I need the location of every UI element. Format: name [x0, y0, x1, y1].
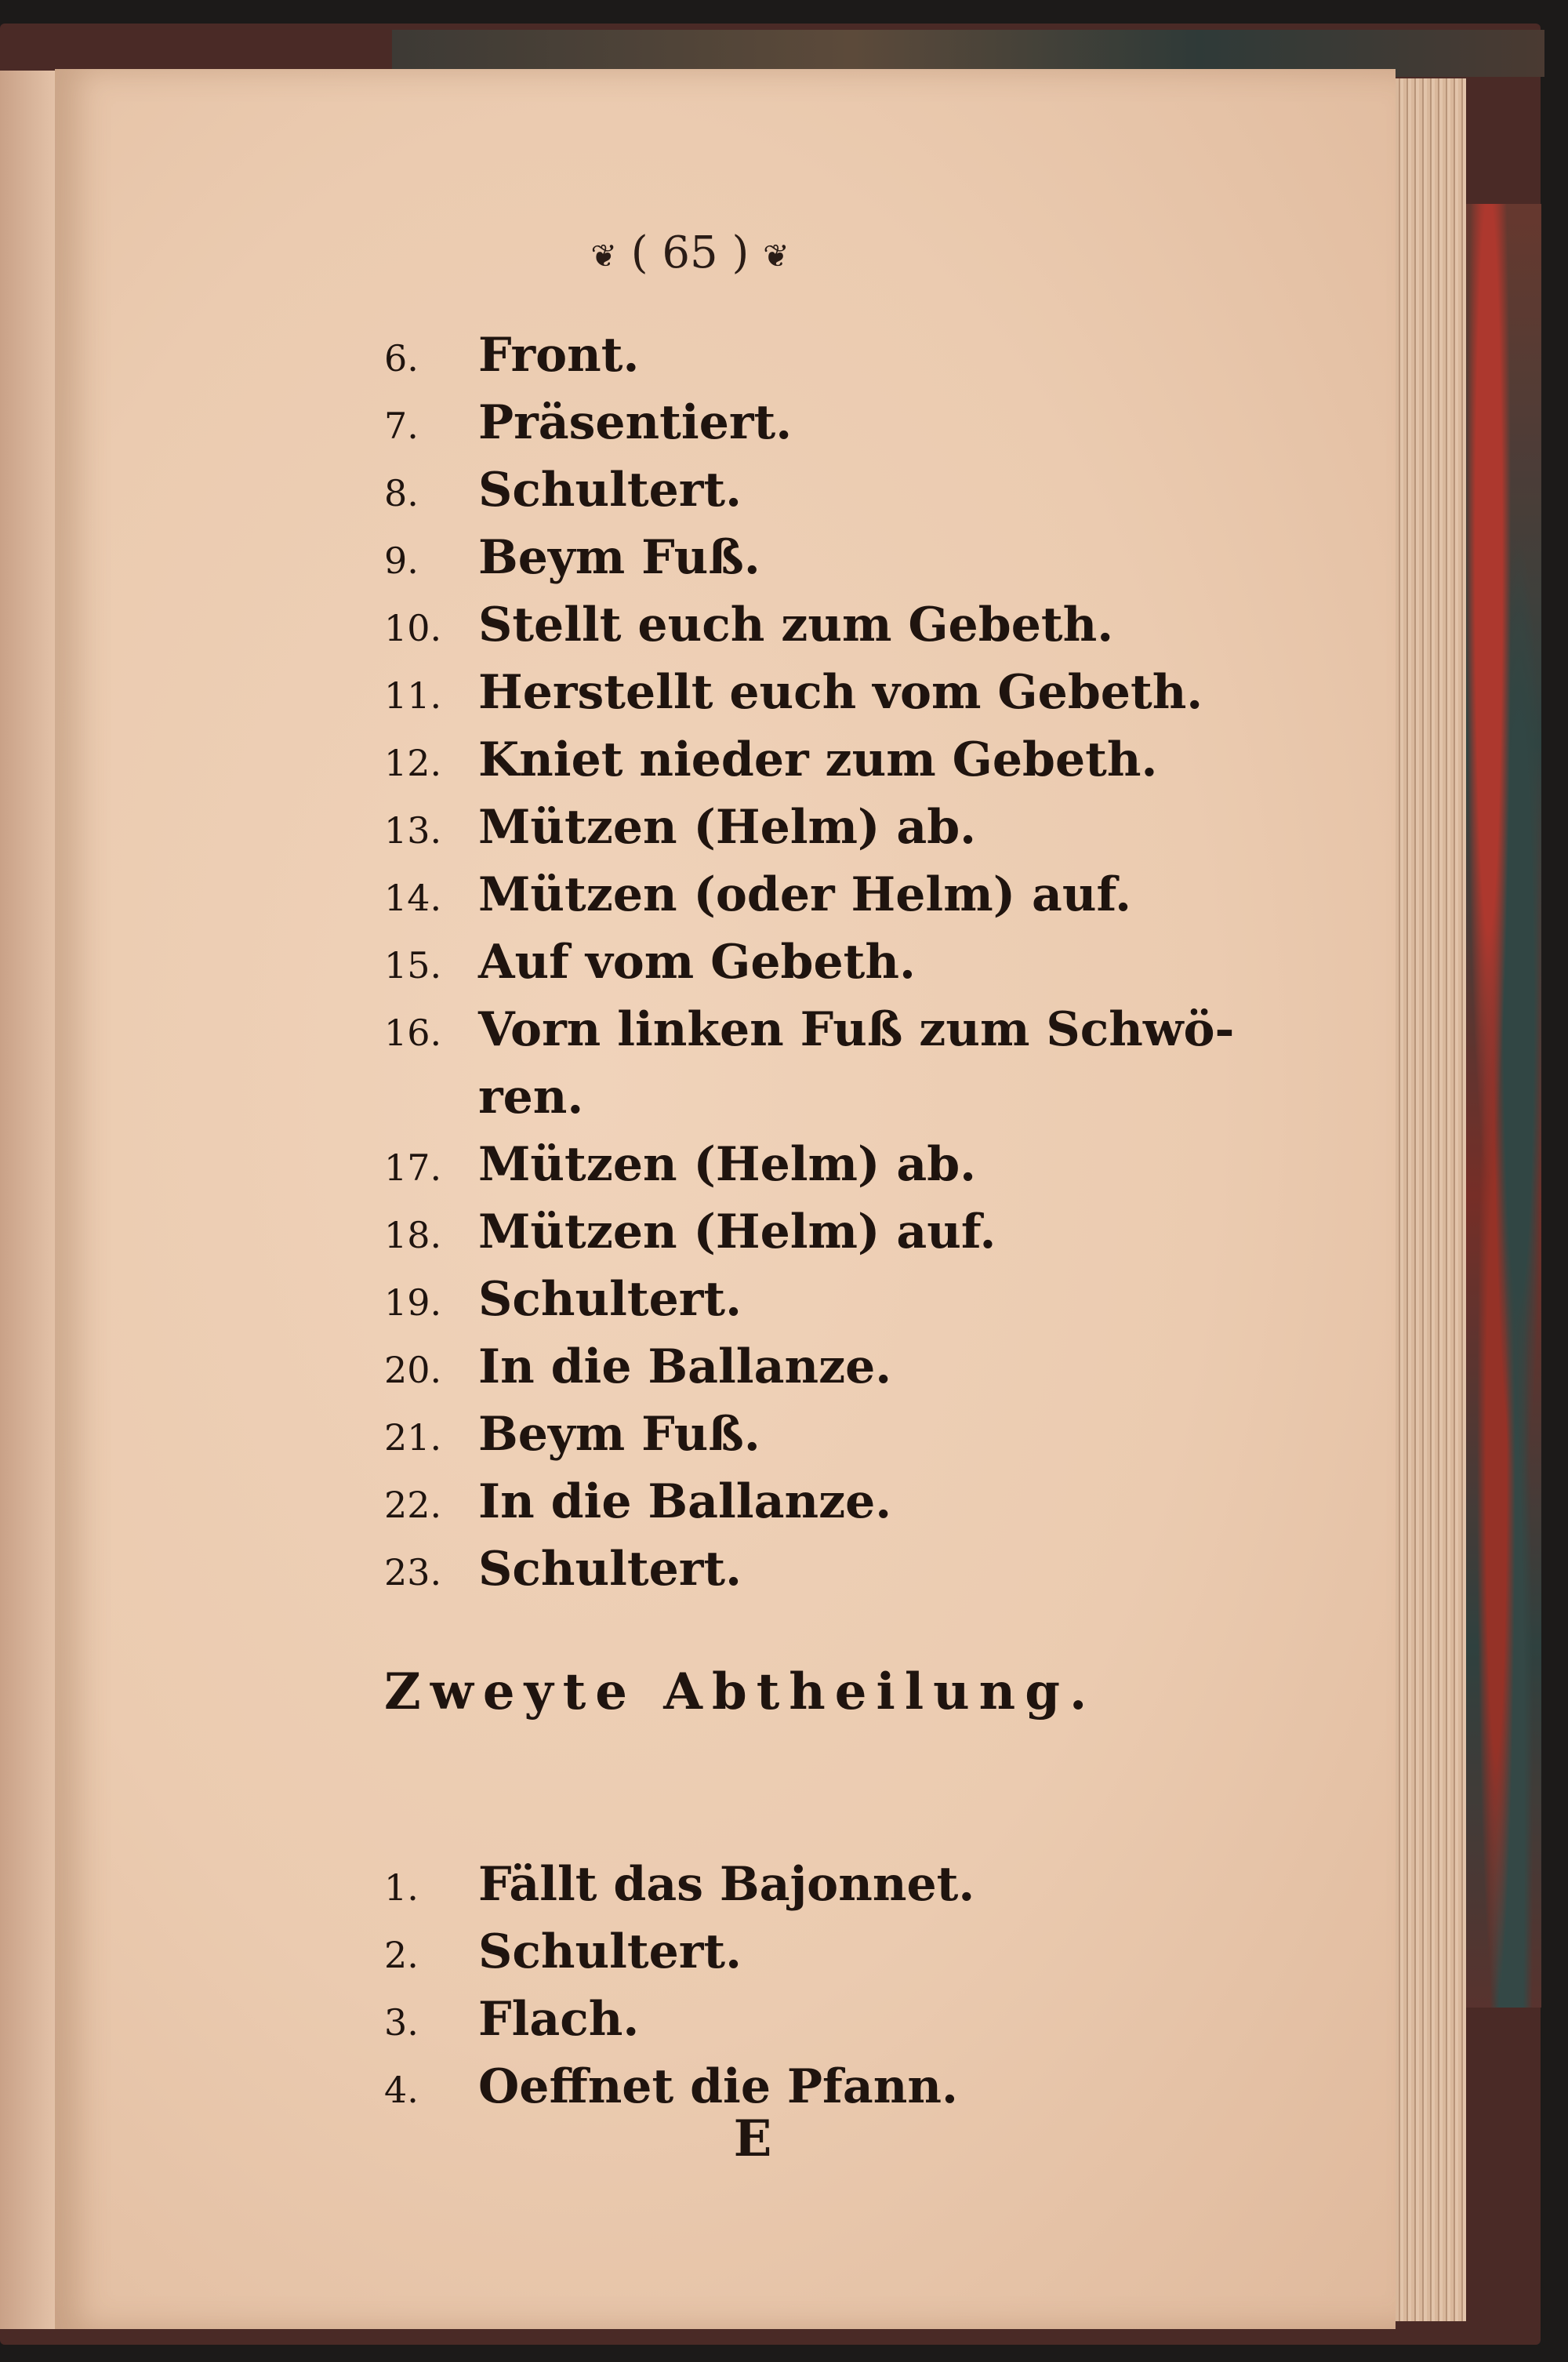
item-number: 13.: [384, 809, 442, 852]
item-text: In die Ballanze.: [478, 1474, 892, 1529]
list-item: [384, 996, 1325, 1063]
list-item: [384, 1131, 1325, 1198]
item-text: Kniet nieder zum Gebeth.: [478, 732, 1158, 787]
list-item: [384, 1851, 1325, 1918]
list-item: [384, 389, 1325, 456]
list-item: [384, 2053, 1325, 2120]
item-text: In die Ballanze.: [478, 1339, 892, 1394]
header-paren-right: ): [731, 227, 750, 278]
list-item: [384, 1986, 1325, 2053]
list-item: [384, 1401, 1325, 1468]
item-text: Präsentiert.: [478, 395, 793, 450]
item-number: 4.: [384, 2069, 419, 2111]
item-number: 6.: [384, 337, 419, 380]
item-number: 12.: [384, 742, 442, 784]
item-text: Vorn linken Fuß zum Schwö-: [478, 1002, 1235, 1057]
list-item: [384, 1333, 1325, 1401]
item-number: 16.: [384, 1012, 442, 1054]
page-stack-edges: [1396, 78, 1466, 2321]
item-number: 8.: [384, 472, 419, 514]
item-text: Stellt euch zum Gebeth.: [478, 598, 1114, 652]
item-text: Oeffnet die Pfann.: [478, 2059, 958, 2114]
item-text: ren.: [478, 1070, 584, 1125]
item-number: 21.: [384, 1416, 442, 1459]
item-text: Schultert.: [478, 1924, 742, 1979]
list-item: [384, 1468, 1325, 1535]
item-number: 1.: [384, 1866, 419, 1909]
item-number: 19.: [384, 1281, 442, 1324]
item-number: 7.: [384, 405, 419, 447]
ornament-left-icon: ❦: [590, 238, 617, 274]
item-text: Schultert.: [478, 1542, 742, 1597]
item-number: 17.: [384, 1146, 442, 1189]
item-text: Herstellt euch vom Gebeth.: [478, 665, 1203, 720]
item-text: Beym Fuß.: [478, 530, 760, 585]
marbled-endpaper: [1466, 204, 1541, 2008]
list-item: [384, 1198, 1325, 1266]
item-text: Schultert.: [478, 1272, 742, 1327]
list-item: [384, 1266, 1325, 1333]
list-item: [384, 322, 1325, 389]
item-text: Flach.: [478, 1992, 640, 2047]
item-text: Front.: [478, 328, 640, 383]
item-text: Schultert.: [478, 463, 742, 518]
list-item: [384, 861, 1325, 928]
item-number: 11.: [384, 674, 442, 717]
section-title: Zweyte Abtheilung.: [384, 1662, 1097, 1721]
list-item: [384, 659, 1325, 726]
list-item: [384, 1918, 1325, 1986]
list-item: [384, 456, 1325, 524]
item-number: 23.: [384, 1551, 442, 1593]
ornament-right-icon: ❦: [763, 238, 789, 274]
list-item: [384, 1063, 1325, 1131]
header-paren-left: (: [630, 227, 662, 278]
item-text: Fällt das Bajonnet.: [478, 1857, 975, 1912]
item-number: 22.: [384, 1484, 442, 1526]
item-text: Beym Fuß.: [478, 1407, 760, 1462]
list-item: [384, 524, 1325, 591]
item-number: 3.: [384, 2001, 419, 2044]
item-number: 10.: [384, 607, 442, 649]
item-text: Mützen (oder Helm) auf.: [478, 867, 1132, 922]
left-page-edge: [0, 71, 55, 2329]
item-text: Mützen (Helm) ab.: [478, 800, 977, 855]
item-number: 14.: [384, 877, 442, 919]
command-list-part-one: [384, 322, 1325, 1603]
item-text: Auf vom Gebeth.: [478, 935, 916, 990]
list-item: [384, 794, 1325, 861]
list-item: [384, 1535, 1325, 1603]
item-number: 18.: [384, 1214, 442, 1256]
list-item: [384, 928, 1325, 996]
item-number: 20.: [384, 1349, 442, 1391]
item-number: 9.: [384, 540, 419, 582]
item-number: 15.: [384, 944, 442, 987]
list-item: [384, 726, 1325, 794]
page-number: 65: [662, 227, 718, 278]
item-text: Mützen (Helm) auf.: [478, 1205, 996, 1259]
signature-mark: E: [733, 2109, 772, 2168]
command-list-part-two: [384, 1851, 1325, 2120]
list-item: [384, 591, 1325, 659]
page-header: [517, 227, 862, 282]
item-number: 2.: [384, 1934, 419, 1976]
item-text: Mützen (Helm) ab.: [478, 1137, 977, 1192]
